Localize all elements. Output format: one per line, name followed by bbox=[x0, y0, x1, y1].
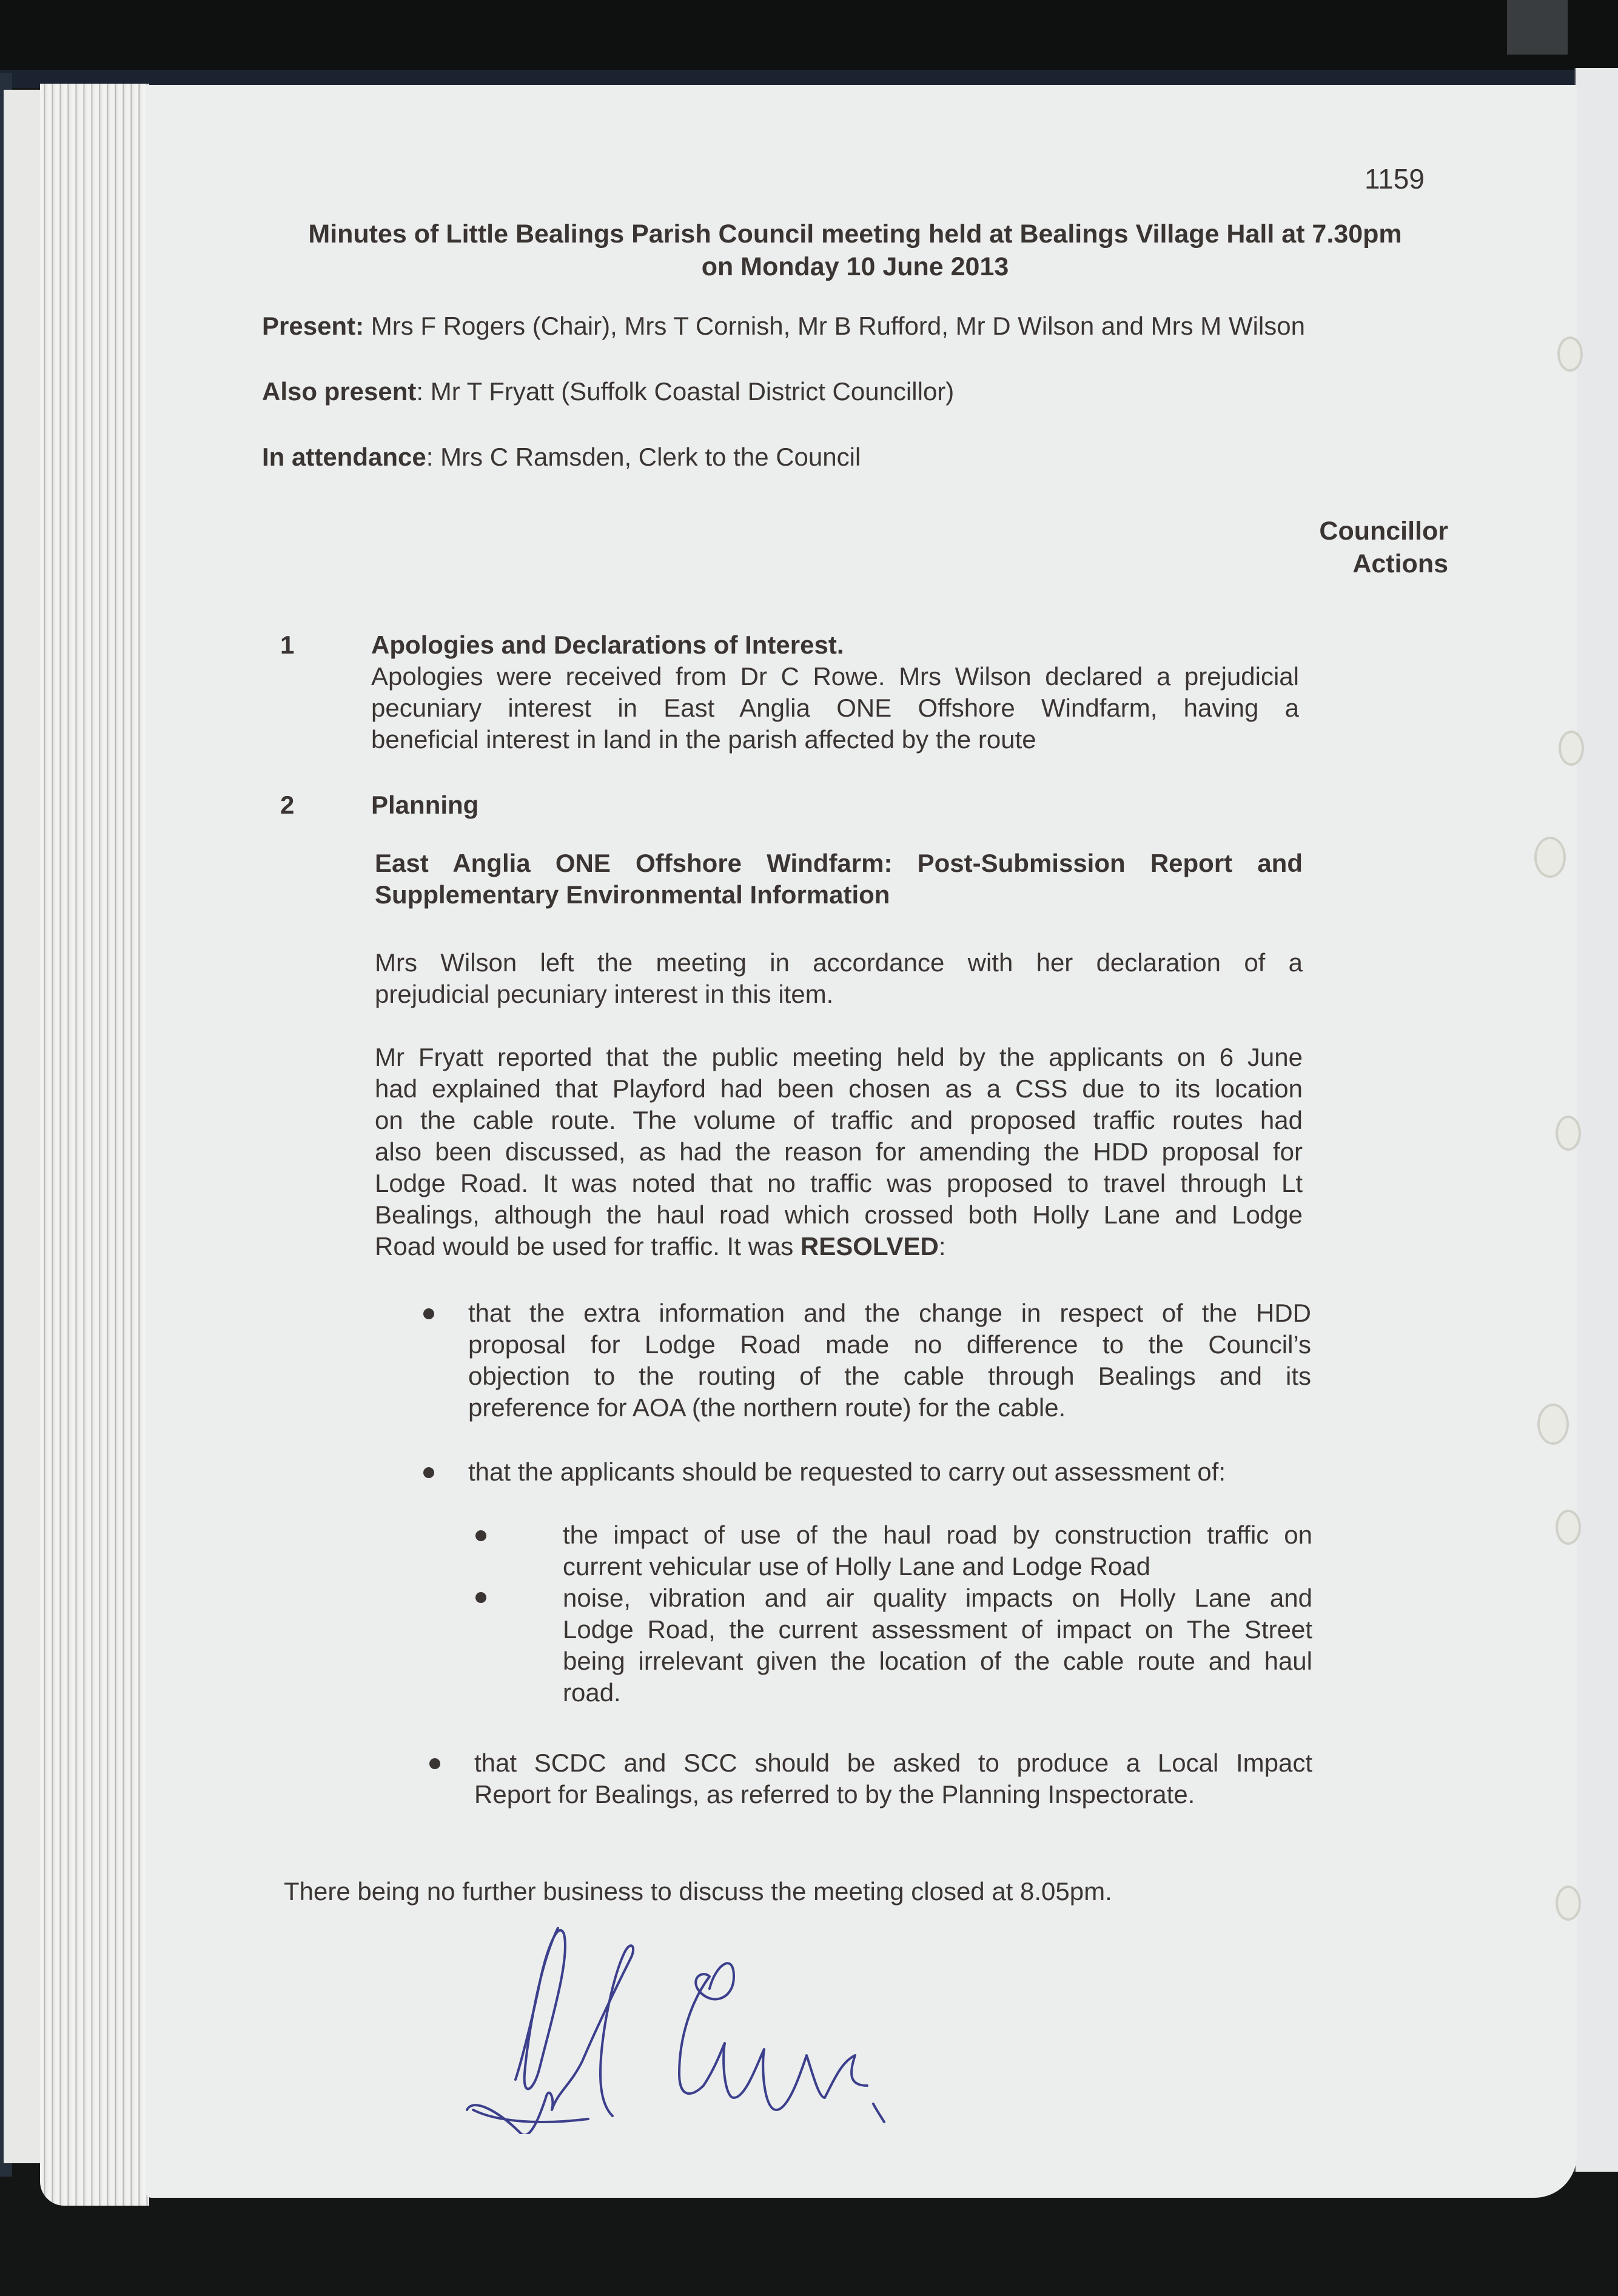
attendance-value: : Mrs C Ramsden, Clerk to the Council bbox=[426, 443, 861, 471]
paragraph-line: on the cable route. The volume of traffic and proposed traffic routes had bbox=[375, 1106, 1303, 1134]
attendance-line bbox=[262, 441, 861, 473]
bullet-line: objection to the routing of the cable through Bealings and its bbox=[468, 1362, 1311, 1390]
sub-bullet-icon bbox=[475, 1592, 486, 1603]
item-body-line: Apologies were received from Dr C Rowe. Mrs Wilson declared a prejudicial bbox=[371, 662, 1299, 691]
signature-stroke bbox=[467, 1946, 633, 2134]
actions-header-line-2: Actions bbox=[1352, 549, 1448, 578]
signature-stroke bbox=[515, 1928, 565, 2089]
signature-dot bbox=[873, 2104, 884, 2122]
signature-stroke bbox=[473, 2110, 588, 2122]
sub-bullet-line: current vehicular use of Holly Lane and Lodge Road bbox=[563, 1552, 1150, 1581]
flyleaf bbox=[4, 90, 40, 2163]
signature-stroke bbox=[679, 1963, 867, 2110]
item-subheading-line: East Anglia ONE Offshore Windfarm: Post-Submission Report and bbox=[375, 849, 1303, 877]
resolved-keyword: RESOLVED bbox=[800, 1232, 939, 1260]
sub-bullet-line: Lodge Road, the current assessment of impact on The Street bbox=[563, 1615, 1312, 1644]
paragraph-line: prejudicial pecuniary interest in this item. bbox=[375, 980, 834, 1008]
also-present-value: : Mr T Fryatt (Suffolk Coastal District Councillor) bbox=[416, 377, 955, 406]
binding-ring-icon bbox=[1556, 1886, 1581, 1921]
paragraph-text: Road would be used for traffic. It was bbox=[375, 1232, 801, 1260]
item-number: 2 bbox=[280, 791, 295, 819]
paragraph-line: Mrs Wilson left the meeting in accordance with her declaration of a bbox=[375, 948, 1303, 977]
paragraph-line: Bealings, although the haul road which crossed both Holly Lane and Lodge bbox=[375, 1200, 1303, 1229]
sub-bullet-icon bbox=[475, 1530, 486, 1541]
binding-ring-icon bbox=[1537, 1404, 1569, 1445]
closing-statement: There being no further business to discuss the meeting closed at 8.05pm. bbox=[284, 1877, 1112, 1906]
adjacent-page-edge bbox=[1574, 68, 1618, 2172]
sub-bullet-line: road. bbox=[563, 1678, 621, 1707]
page-title-line-2: on Monday 10 June 2013 bbox=[701, 252, 1009, 281]
attendance-label: In attendance bbox=[262, 443, 426, 471]
bullet-line: preference for AOA (the northern route) for the cable. bbox=[468, 1393, 1066, 1422]
bullet-icon bbox=[429, 1758, 440, 1769]
present-label: Present: bbox=[262, 312, 364, 340]
sub-bullet-line: being irrelevant given the location of the cable route and haul bbox=[563, 1647, 1312, 1675]
actions-header-line-1: Councillor bbox=[1319, 517, 1448, 546]
binding-ring-icon bbox=[1556, 1116, 1581, 1151]
bullet-icon bbox=[423, 1308, 434, 1319]
sub-bullet-line: the impact of use of the haul road by construction traffic on bbox=[563, 1521, 1312, 1549]
binding-ring-icon bbox=[1556, 1510, 1581, 1545]
also-present-label: Also present bbox=[262, 377, 417, 406]
bullet-icon bbox=[423, 1467, 434, 1478]
page-number: 1159 bbox=[1365, 163, 1425, 195]
paragraph-line: also been discussed, as had the reason for amending the HDD proposal for bbox=[375, 1137, 1303, 1166]
item-heading: Apologies and Declarations of Interest. bbox=[371, 631, 844, 659]
binder-background bbox=[0, 0, 1618, 79]
item-subheading-line: Supplementary Environmental Information bbox=[375, 880, 890, 909]
also-present-line bbox=[262, 376, 954, 407]
sub-bullet-line: noise, vibration and air quality impacts on Holly Lane and bbox=[563, 1584, 1312, 1612]
binding-ring-icon bbox=[1534, 837, 1566, 878]
paragraph-line: Lodge Road. It was noted that no traffic was proposed to travel through Lt bbox=[375, 1169, 1303, 1197]
item-heading: Planning bbox=[371, 791, 479, 819]
paragraph-line bbox=[375, 1231, 946, 1262]
bullet-line: proposal for Lodge Road made no difference to the Council’s bbox=[468, 1330, 1311, 1359]
bullet-line: that the applicants should be requested to carry out assessment of: bbox=[468, 1458, 1226, 1486]
present-line bbox=[262, 310, 1305, 342]
signature bbox=[449, 1916, 1201, 2134]
present-value: Mrs F Rogers (Chair), Mrs T Cornish, Mr B Rufford, Mr D Wilson and Mrs M Wilson bbox=[371, 312, 1305, 340]
binding-ring-icon bbox=[1559, 731, 1584, 766]
item-number: 1 bbox=[280, 631, 295, 659]
paragraph-line: had explained that Playford had been chosen as a CSS due to its location bbox=[375, 1074, 1303, 1103]
paragraph-line: Mr Fryatt reported that the public meeting held by the applicants on 6 June bbox=[375, 1043, 1303, 1071]
item-body-line: beneficial interest in land in the parish affected by the route bbox=[371, 725, 1036, 754]
binder-tab bbox=[1507, 0, 1568, 55]
bullet-line: that SCDC and SCC should be asked to produce a Local Impact bbox=[474, 1749, 1312, 1777]
bullet-line: that the extra information and the change in respect of the HDD bbox=[468, 1299, 1311, 1327]
page-title-line-1: Minutes of Little Bealings Parish Council meeting held at Bealings Village Hall at 7.30pm bbox=[308, 219, 1402, 249]
bullet-line: Report for Bealings, as referred to by the Planning Inspectorate. bbox=[474, 1780, 1195, 1809]
item-body-line: pecuniary interest in East Anglia ONE Offshore Windfarm, having a bbox=[371, 694, 1299, 722]
page-stack-edges bbox=[40, 84, 149, 2206]
resolved-colon: : bbox=[938, 1232, 946, 1260]
binding-ring-icon bbox=[1557, 336, 1583, 372]
